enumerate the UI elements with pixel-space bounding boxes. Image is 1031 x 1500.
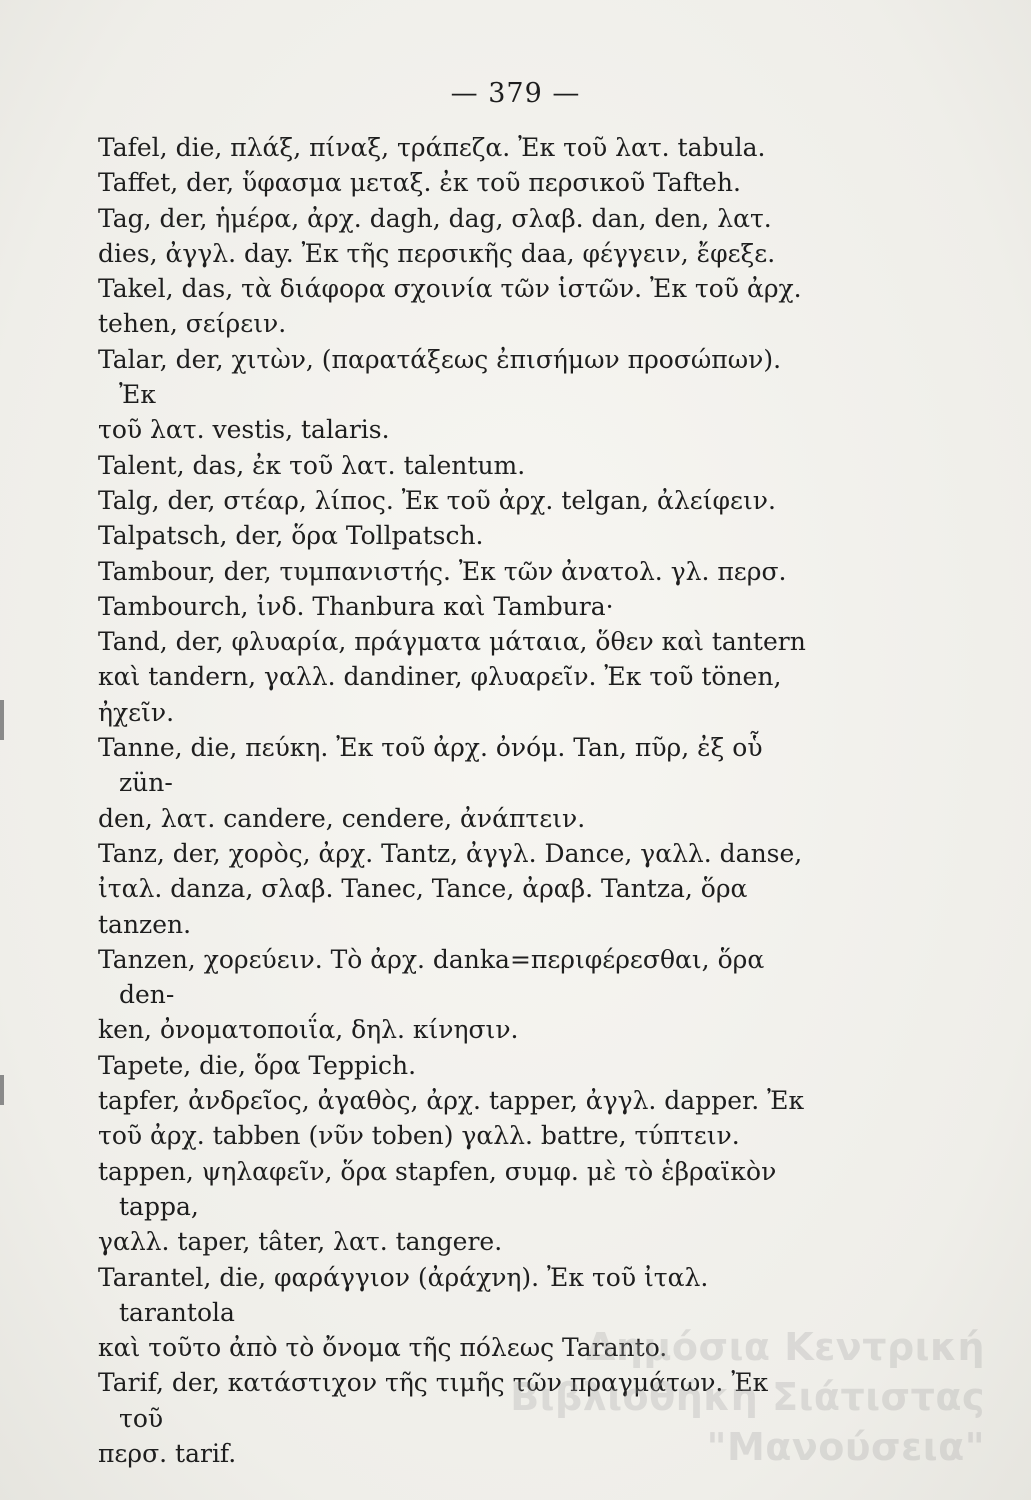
entry-line: Talpatsch, der, ὅρα Tollpatsch. [98,521,484,551]
dictionary-entry [98,342,818,448]
dictionary-entry [98,624,818,730]
entry-line: Talg, der, στέαρ, λίπος. Ἐκ τοῦ ἀρχ. telgan, ἀλείφειν. [98,485,776,515]
entry-line: ἰταλ. danza, σλαβ. Tanec, Tance, ἀραβ. Tantza, ὅρα [98,874,748,904]
dictionary-entry [98,448,818,483]
entry-line: καὶ τοῦτο ἀπὸ τὸ ὄνομα τῆς πόλεως Taranto. [98,1333,668,1363]
entry-line: Tand, der, φλυαρία, πράγματα μάταια, ὅθεν καὶ tantern [98,627,806,657]
dictionary-entry [98,1083,818,1154]
entry-line: Talar, der, χιτὼν, (παρατάξεως ἐπισήμων προσώπων). Ἐκ [98,344,782,410]
entry-line: Tag, der, ἡμέρα, ἀρχ. dagh, dag, σλαβ. dan, den, λατ. [98,203,772,233]
entry-line: καὶ tandern, γαλλ. dandiner, φλυαρεῖν. Ἐκ τοῦ tönen, [98,662,782,692]
dictionary-entries [98,130,818,1471]
entry-line: Taffet, der, ὕφασμα μεταξ. ἐκ τοῦ περσικοῦ Tafteh. [98,168,741,198]
entry-line: Tanz, der, χορὸς, ἀρχ. Tantz, ἀγγλ. Dance, γαλλ. danse, [98,838,803,868]
entry-line: Tambourch, ἰνδ. Thanbura καὶ Tambura· [98,591,614,621]
entry-line: ken, ὀνοματοποιΐα, δηλ. κίνησιν. [98,1015,519,1045]
entry-line: Takel, das, τὰ διάφορα σχοινία τῶν ἱστῶν. Ἐκ τοῦ ἀρχ. [98,274,802,304]
library-watermark [225,1322,985,1472]
entry-line: tanzen. [98,909,192,939]
watermark-line-2: Βιβλιοθήκη Σιάτιστας "Μανούσεια" [510,1375,985,1469]
entry-line: περσ. tarif. [98,1438,237,1468]
dictionary-entry [98,201,818,272]
entry-line: Tapete, die, ὅρα Teppich. [98,1050,417,1080]
entry-line: dies, ἀγγλ. day. Ἐκ τῆς περσικῆς daa, φέγγειν, ἔφεξε. [98,238,776,268]
entry-line: Tanzen, χορεύειν. Τὸ ἀρχ. danka=περιφέρεσθαι, ὅρα den- [98,944,765,1010]
entry-line: den, λατ. candere, cendere, ἀνάπτειν. [98,803,586,833]
entry-line: τοῦ ἀρχ. tabben (νῦν toben) γαλλ. battre, τύπτειν. [98,1121,740,1151]
entry-line: tehen, σείρειν. [98,309,287,339]
dictionary-entry [98,1154,818,1260]
dictionary-entry [98,730,818,836]
dictionary-entry [98,836,818,942]
entry-line: Tarantel, die, φαράγγιον (ἀράχνη). Ἐκ τοῦ ἰταλ. tarantola [98,1262,709,1327]
entry-line: Talent, das, ἐκ τοῦ λατ. talentum. [98,450,526,480]
page-edge-mark [0,700,4,740]
entry-line: τοῦ λατ. vestis, talaris. [98,415,390,445]
entry-line: tapfer, ἀνδρεῖος, ἀγαθὸς, ἀρχ. tapper, ἀγγλ. dapper. Ἐκ [98,1086,805,1116]
entry-line: tappen, ψηλαφεῖν, ὅρα stapfen, συμφ. μὲ τὸ ἑβραϊκὸν tappa, [98,1156,777,1221]
entry-line: Tafel, die, πλάξ, πίναξ, τράπεζα. Ἐκ τοῦ λατ. tabula. [98,133,766,162]
dictionary-entry [98,483,818,518]
entry-line: Tarif, der, κατάστιχον τῆς τιμῆς τῶν πραγμάτων. Ἐκ τοῦ [98,1368,769,1433]
entry-line: ἠχεῖν. [98,697,175,727]
entry-line: γαλλ. taper, tâter, λατ. tangere. [98,1227,503,1257]
page-edge-mark [0,1075,4,1105]
entry-line: Tanne, die, πεύκη. Ἐκ τοῦ ἀρχ. ὀνόμ. Tan, πῦρ, ἐξ οὗ zün- [98,733,763,798]
dictionary-entry [98,271,818,342]
dictionary-entry [98,942,818,1048]
dictionary-entry [98,165,818,200]
watermark-line-1: Δημόσια Κεντρική [585,1325,985,1369]
dictionary-entry [98,554,818,625]
dictionary-entry [98,518,818,553]
page-number: — 379 — [450,78,581,109]
entry-line: Tambour, der, τυμπανιστής. Ἐκ τῶν ἀνατολ. γλ. περσ. [98,556,787,586]
dictionary-entry [98,1048,818,1083]
dictionary-entry [98,130,818,165]
